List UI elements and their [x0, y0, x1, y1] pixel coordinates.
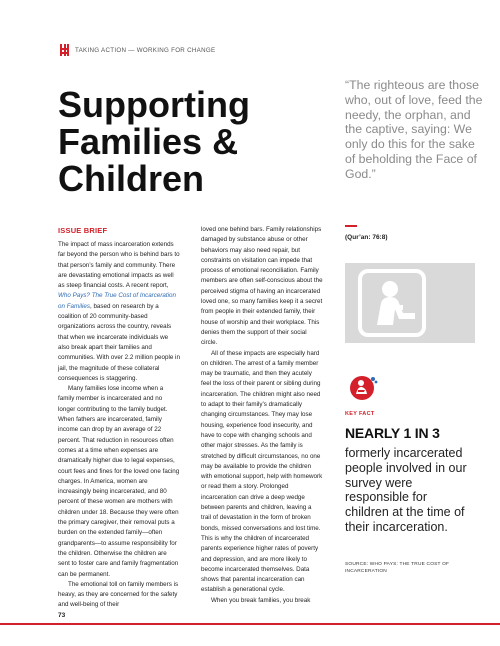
title-line-2: Families & [58, 121, 239, 162]
paragraph-6-text: When you break families, you break [211, 596, 311, 604]
pull-quote: “The righteous are those who, out of love, feed the needy, the orphan, and the captive, saying: We only do this for the sake of beholding the Face of God.” [345, 78, 483, 181]
key-fact-body: formerly incarcerated people involved in our survey were responsible for children at the time of their incarceration. [345, 446, 467, 534]
key-fact-source: SOURCE: WHO PAYS: THE TRUE COST OF INCARCERATION [345, 562, 450, 574]
paragraph-3 [58, 580, 180, 611]
key-fact-label: KEY FACT [345, 411, 375, 417]
quote-source: (Qur’an: 76:8) [345, 234, 388, 241]
footer-bar [0, 623, 500, 625]
paragraph-1-text-a: The impact of mass incarceration extends far beyond the person who is behind bars to that person’s family and community. There are devastating emotional impacts as well as steep financial costs. A recent report, [58, 241, 180, 290]
icon-panel [345, 263, 475, 343]
section-header [60, 44, 215, 56]
paragraph-2 [58, 384, 180, 580]
page-number: 73 [58, 612, 66, 619]
report-link[interactable]: Who Pays? The True Cost of Incarceration on Families [58, 292, 176, 310]
crying-child-icon [350, 374, 378, 402]
body-column-1 [58, 240, 180, 611]
paragraph-1 [58, 240, 180, 384]
page-title [58, 86, 328, 197]
brand-logo-icon [60, 44, 69, 56]
section-label: TAKING ACTION — WORKING FOR CHANGE [75, 46, 216, 54]
paragraph-1-text-b: , based on research by a coalition of 20 community-based organizations across the country, reveals that when we incarcerate individuals we also break apart their families and communities. With over 2.2 million people in jail, the magnitude of these collateral consequences is staggering. [58, 302, 180, 382]
body-column-2 [201, 225, 323, 606]
quote-divider [345, 225, 357, 227]
title-line-3: Children [58, 158, 205, 199]
paragraph-2-text: Many families lose income when a family member is incarcerated and no longer contributing to the family budget. When fathers are incarcerated, family income can drop by an average of 22 percent. That reduction in resources often comes at a time when expenses are dramatically higher due to legal expenses, court fees and fines for the loved one facing charges. In America, women are increasingly being incarcerated, and 80 percent of these women are mothers with children under 18. Because they were often the primary caregiver, their removal puts a burden on the extended family—often grandparents—to assume responsibility for the children. Otherwise the children are sent to foster care and family fragmentation can be permanent. [58, 385, 180, 578]
title-line-1: Supporting [58, 84, 250, 125]
paragraph-3-text: The emotional toll on family members is heavy, as they are concerned for the safety and well-being of their [58, 580, 179, 609]
paragraph-5 [201, 349, 323, 596]
paragraph-4: loved one behind bars. Family relationships damaged by substance abuse or other behaviors may also need repair, but constraints on visitation can impede that process of emotional reconciliation. Family members are often self-conscious about the perceived stigma of having an incarcerated loved one, so many families keep it a secret from people in their extended family, their house of worship and their workplace. This denies them the support of their social circle. [201, 226, 323, 347]
paragraph-6 [201, 596, 323, 606]
paragraph-5-text: All of these impacts are especially hard on children. The arrest of a family member may be traumatic, and then they acutely feel the loss of their parent or sibling during incarceration. The children might also need to adapt to their family’s dramatically changing circumstances. They may lose housing, experience food insecurity, and have to cope with changing schools and other major stresses. As the family is stretched by difficult circumstances, no one may be available to provide the children with emotional support, help with homework or read them a story. Prolonged incarceration can drive a deep wedge between parents and children, leaving a trail of devastation in the form of broken bonds, missed conversations and lost time. This is why the children of incarcerated parents experience higher rates of poverty and depression, and are more likely to become incarcerated themselves. Data shows that parental incarceration can establish a generational cycle. [201, 349, 323, 594]
issue-brief-heading: ISSUE BRIEF [58, 226, 108, 235]
key-fact-headline: NEARLY 1 IN 3 [345, 425, 440, 441]
sitting-person-icon [345, 263, 475, 343]
